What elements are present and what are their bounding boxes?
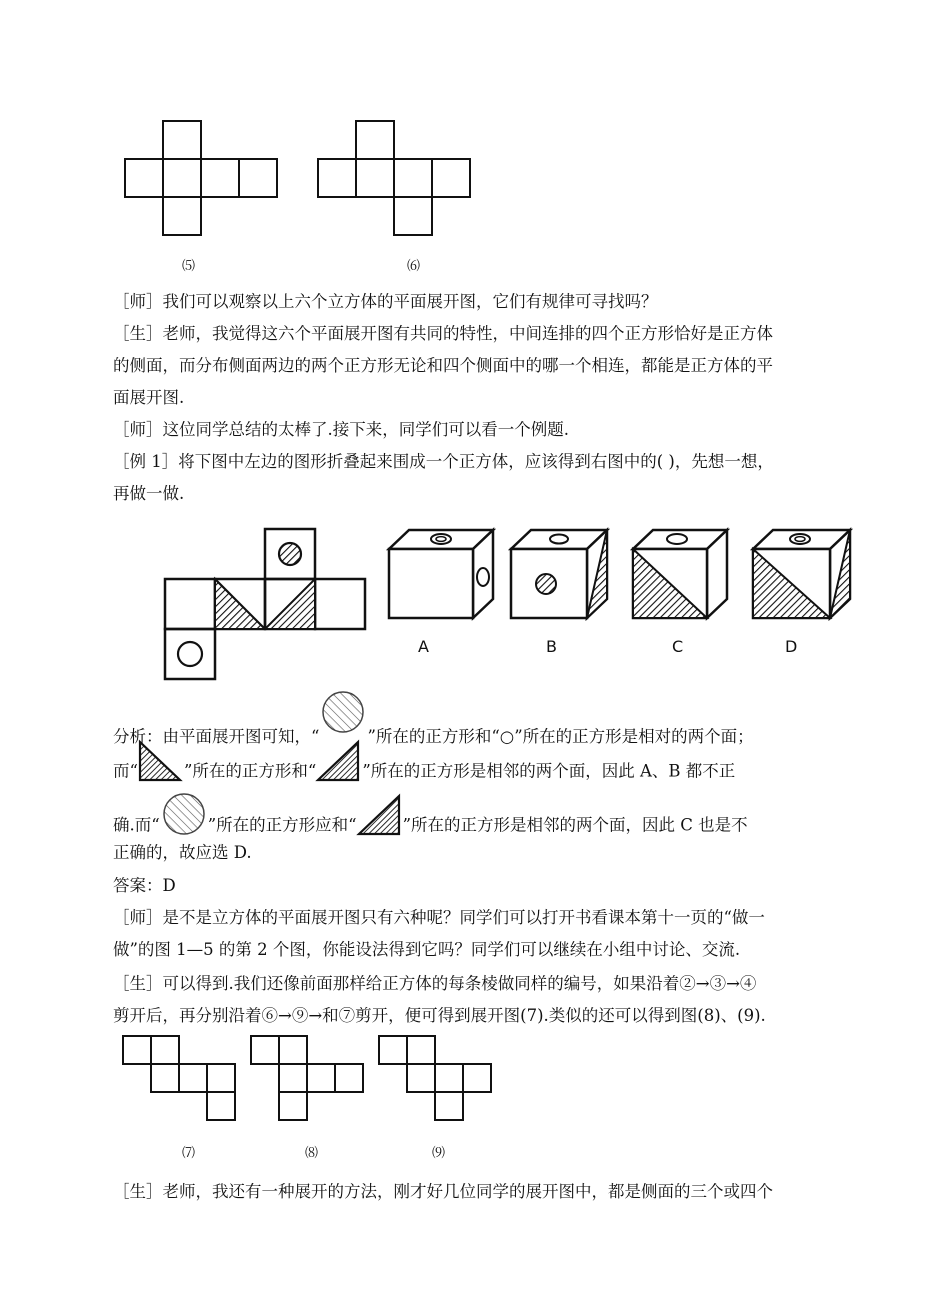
option-cube-a	[386, 527, 496, 627]
analysis-line-3	[113, 802, 748, 834]
option-label-d: D	[785, 637, 798, 656]
hatched-triangle-icon	[357, 794, 403, 838]
text-fragment: ”所在的正方形和“○”所在的正方形是相对的两个面；	[367, 727, 754, 746]
student-answer-2	[113, 968, 838, 1032]
net-figure-6	[313, 118, 473, 248]
text-line: 再做一做.	[113, 484, 185, 503]
analysis-line-2	[113, 750, 735, 782]
text-line: ［师］是不是立方体的平面展开图只有六种呢？同学们可以打开书看课本第十一页的“做一	[113, 908, 765, 927]
hatched-triangle-icon	[316, 740, 362, 784]
teacher-question	[113, 286, 838, 318]
hatched-circle-icon	[160, 790, 208, 838]
caption-fig7: ⑺	[182, 1146, 196, 1161]
text-fragment: ”所在的正方形是相邻的两个面，因此 A、B 都不正	[362, 761, 736, 781]
text-fragment: 确.而“	[113, 815, 160, 835]
analysis-conclusion	[113, 837, 838, 869]
text-line: 剪开后，再分别沿着⑥→⑨→和⑦剪开，便可得到展开图(7).类似的还可以得到图(8)、(9).	[113, 1006, 766, 1025]
text-line: 做”的图 1—5 的第 2 个图，你能设法得到它吗？同学们可以继续在小组中讨论、交流.	[113, 940, 741, 959]
option-cube-b	[508, 527, 618, 627]
text-line: 的侧面，而分布侧面两边的两个正方形无论和四个侧面中的哪一个相连，都能是正方体的平	[113, 356, 773, 375]
text-line: 答案：D	[113, 876, 176, 895]
net-figure-7	[120, 1033, 240, 1128]
text-line: ［生］老师，我还有一种展开的方法，刚才好几位同学的展开图中，都是侧面的三个或四个	[113, 1182, 773, 1201]
net-figure-5	[120, 118, 280, 248]
analysis-line-1	[113, 700, 754, 746]
text-line: ［师］我们可以观察以上六个立方体的平面展开图，它们有规律可寻找吗？	[113, 292, 658, 311]
text-line: ［生］可以得到.我们还像前面那样给正方体的每条棱做同样的编号，如果沿着②→③→④	[113, 974, 757, 993]
text-line: ［例 1］将下图中左边的图形折叠起来围成一个正方体，应该得到右图中的( )，先想一想，	[113, 452, 774, 471]
option-label-a: A	[418, 637, 429, 656]
hatched-triangle-icon	[138, 740, 184, 784]
text-fragment: 而“	[113, 761, 138, 781]
text-line: 面展开图.	[113, 388, 185, 407]
net-figure-8	[248, 1033, 368, 1128]
text-line: 正确的，故应选 D.	[113, 843, 252, 862]
text-fragment: ”所在的正方形应和“	[207, 815, 357, 835]
example-1	[113, 446, 838, 510]
text-fragment: 分析：由平面展开图可知，“	[113, 727, 320, 746]
option-label-b: B	[546, 637, 557, 656]
text-line: ［生］老师，我觉得这六个平面展开图有共同的特性，中间连排的四个正方形恰好是正方体	[113, 324, 773, 343]
caption-fig5: ⑸	[182, 259, 196, 274]
hatched-circle-icon	[319, 688, 367, 736]
student-answer-3	[113, 1176, 838, 1208]
text-fragment: ”所在的正方形是相邻的两个面，因此 C 也是不	[402, 815, 748, 835]
answer	[113, 870, 838, 902]
net-figure-9	[376, 1033, 496, 1128]
text-line: ［师］这位同学总结的太棒了.接下来，同学们可以看一个例题.	[113, 420, 569, 439]
option-cube-d	[750, 527, 860, 627]
student-answer-1	[113, 318, 838, 414]
teacher-question-2	[113, 902, 838, 966]
example-cube-net	[162, 525, 372, 685]
caption-fig8: ⑻	[305, 1146, 319, 1161]
caption-fig6: ⑹	[407, 259, 421, 274]
teacher-comment	[113, 414, 838, 446]
text-fragment: ”所在的正方形和“	[183, 761, 317, 781]
caption-fig9: ⑼	[432, 1146, 446, 1161]
option-cube-c	[630, 527, 740, 627]
option-label-c: C	[672, 637, 684, 656]
